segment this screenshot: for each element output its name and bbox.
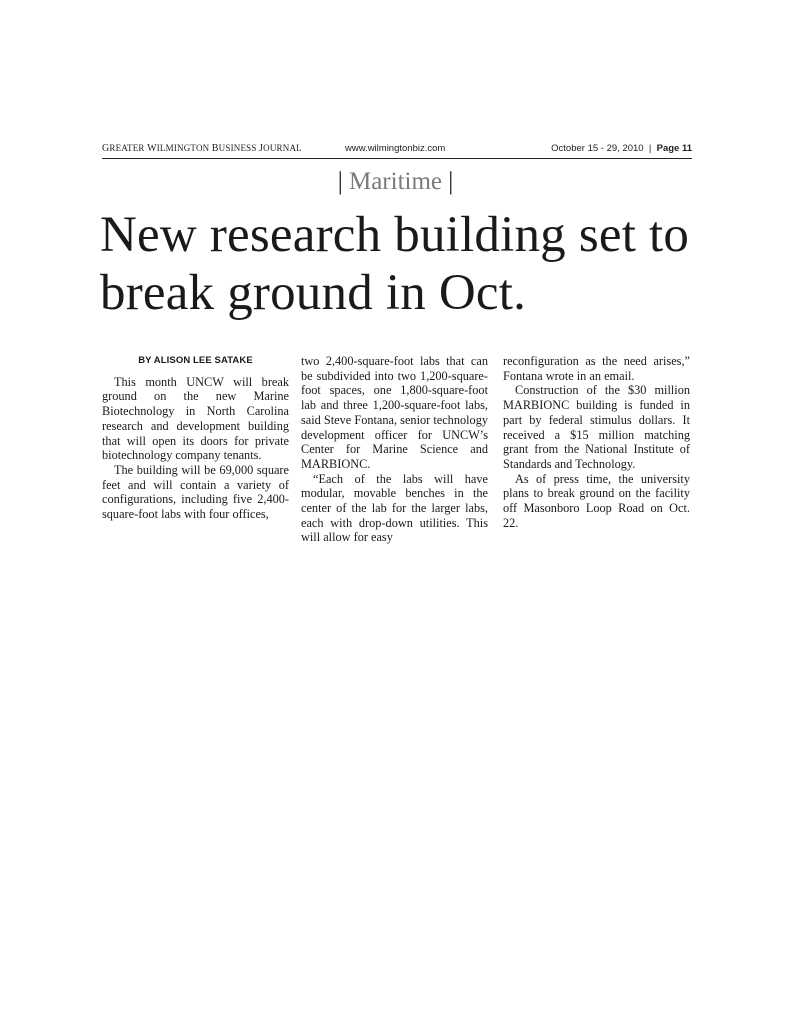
paragraph: reconfiguration as the need arises,” Fontana wrote in an email. <box>503 354 690 383</box>
section-bar-right: | <box>448 168 454 195</box>
section-label <box>0 168 791 196</box>
paragraph: As of press time, the university plans to break ground on the facility off Masonboro Loop Road on Oct. 22. <box>503 471 690 530</box>
page-number: Page 11 <box>656 143 692 154</box>
headline: New research building set to break ground in Oct. <box>100 207 690 321</box>
article-column-3 <box>503 354 690 530</box>
issue-date-and-page <box>551 143 692 154</box>
issue-date: October 15 - 29, 2010 <box>551 143 644 154</box>
paragraph: Construction of the $30 million MARBIONC building is funded in part by federal stimulus dollars. It received a $15 million matching grant from the National Institute of Standards and Technology. <box>503 383 690 471</box>
paragraph: two 2,400-square-foot labs that can be subdivided into two 1,200-square-foot spaces, one 1,800-square-foot lab and three 1,200-square-foot labs, said Steve Fontana, senior technology development officer for UNCW’s Center for Marine Science and MARBIONC. <box>301 354 488 471</box>
byline: BY ALISON LEE SATAKE <box>138 355 253 366</box>
header-separator: | <box>648 143 652 154</box>
section-name: Maritime <box>348 168 443 195</box>
section-bar-left: | <box>337 168 343 195</box>
article-column-1 <box>102 354 289 522</box>
article-column-2 <box>301 354 488 545</box>
paragraph: This month UNCW will break ground on the new Marine Biotechnology in North Carolina research and development building that will open its doors for private biotechnology company tenants. <box>102 374 289 463</box>
paragraph: The building will be 69,000 square feet and will contain a variety of configurations, including five 2,400-square-foot labs with four offices, <box>102 462 289 522</box>
website-url[interactable]: www.wilmingtonbiz.com <box>345 143 446 154</box>
paragraph: “Each of the labs will have modular, movable benches in the center of the lab for the larger labs, each with drop-down utilities. This will allow for easy <box>301 471 488 545</box>
publication-name: GREATER WILMINGTON BUSINESS JOURNAL <box>102 143 302 154</box>
page-header <box>102 142 692 159</box>
